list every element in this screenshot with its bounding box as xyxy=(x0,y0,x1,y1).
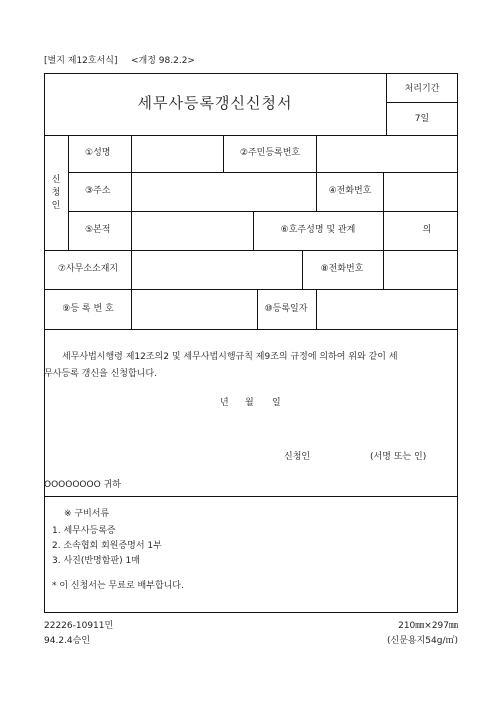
registration-number-label: ⑨등 록 번 호 xyxy=(62,304,114,314)
office-phone-field[interactable] xyxy=(384,251,457,288)
relation-suffix: 의 xyxy=(422,225,432,235)
processing-period-label: 처리기간 xyxy=(404,84,440,94)
registered-domicile-field[interactable] xyxy=(132,212,252,249)
form-number-label: [별지 제12호서식] xyxy=(44,56,118,66)
approval-date: 94.2.4승인 xyxy=(44,636,91,646)
free-distribution-note: * 이 신청서는 무료로 배부합니다. xyxy=(52,581,184,591)
form-code: 22226-10911민 xyxy=(44,621,114,631)
registration-date-field[interactable] xyxy=(317,290,457,328)
date-month-label: 월 xyxy=(245,398,254,408)
registered-domicile-label: ⑤본적 xyxy=(85,225,111,235)
office-location-field[interactable] xyxy=(132,251,301,288)
rule-processing-left xyxy=(386,73,387,135)
household-head-label: ⑥호주성명 및 관계 xyxy=(280,225,356,235)
statement-line-1: 세무사법시행령 제12조의2 및 세무사법시행규칙 제9조의 규정에 의하여 위와 같이 세 xyxy=(62,352,398,362)
household-head-field[interactable] xyxy=(384,212,457,249)
address-field[interactable] xyxy=(132,173,315,210)
revision-label: <개정 98.2.2> xyxy=(131,56,195,66)
phone-label: ④전화번호 xyxy=(328,186,372,196)
phone-field[interactable] xyxy=(384,173,457,210)
rule-applicant-label-right xyxy=(68,135,69,250)
paper-type: (신문용지54g/㎡) xyxy=(387,636,458,646)
statement-line-2: 무사등록 갱신을 신청합니다. xyxy=(44,369,157,379)
applicant-sign-label: 신청인 xyxy=(284,452,311,462)
resident-number-label: ②주민등록번호 xyxy=(239,148,301,158)
processing-period-value: 7일 xyxy=(414,114,430,124)
rule-address-right xyxy=(316,172,317,211)
documents-heading: ※ 구비서류 xyxy=(64,509,110,519)
address-label: ③주소 xyxy=(85,186,111,196)
paper-size: 210㎜×297㎜ xyxy=(398,621,458,631)
date-year-label: 년 xyxy=(220,398,229,408)
rule-docs-top xyxy=(44,496,458,497)
registration-date-label: ⑩등록일자 xyxy=(264,304,308,314)
rule-processing-mid xyxy=(386,102,458,103)
rule-office-value-right xyxy=(302,250,303,289)
rule-domicile-right xyxy=(253,211,254,250)
applicant-section-char-3: 인 xyxy=(51,201,61,211)
document-item-1: 1. 세무사등록증 xyxy=(52,526,116,536)
applicant-section-char-1: 신 xyxy=(51,175,61,185)
form-title: 세무사등록갱신신청서 xyxy=(137,94,293,112)
resident-number-field[interactable] xyxy=(317,136,457,171)
name-field[interactable] xyxy=(132,136,222,171)
office-phone-label: ⑧전화번호 xyxy=(320,264,364,274)
rule-regno-value-right xyxy=(257,289,258,329)
document-item-3: 3. 사진(반명함판) 1매 xyxy=(52,556,140,566)
office-location-label: ⑦사무소소재지 xyxy=(57,264,119,274)
signature-field[interactable] xyxy=(318,446,368,466)
signature-hint: (서명 또는 인) xyxy=(370,452,427,462)
rule-name-right xyxy=(223,135,224,172)
name-label: ①성명 xyxy=(85,148,111,158)
document-item-2: 2. 소속협회 회원증명서 1부 xyxy=(52,541,162,551)
addressee: OOOOOOOO 귀하 xyxy=(44,480,121,490)
rule-row5-bottom xyxy=(44,329,458,330)
date-day-label: 일 xyxy=(272,398,281,408)
registration-number-field[interactable] xyxy=(132,290,256,328)
applicant-section-char-2: 청 xyxy=(51,188,61,198)
